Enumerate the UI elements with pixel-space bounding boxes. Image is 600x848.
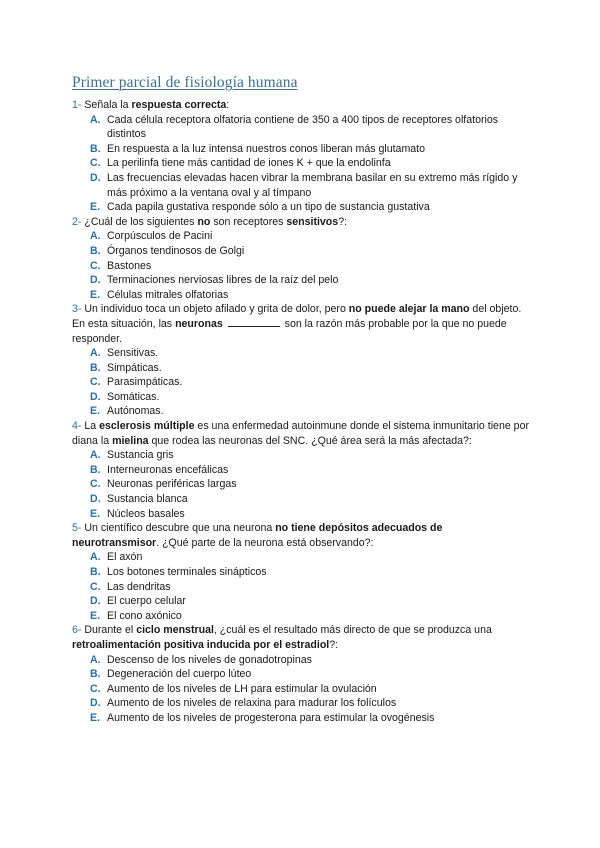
option-item xyxy=(90,682,530,697)
option-item xyxy=(90,361,530,376)
option-item xyxy=(90,142,530,157)
option-item xyxy=(90,156,530,171)
option-letter: C. xyxy=(90,580,101,593)
option-letter: B. xyxy=(90,668,101,681)
option-text: Cada papila gustativa responde sólo a un tipo de sustancia gustativa xyxy=(107,201,430,214)
option-letter: C. xyxy=(90,259,101,272)
option-text: En respuesta a la luz intensa nuestros conos liberan más glutamato xyxy=(107,142,425,155)
emphasis-text: no xyxy=(197,215,211,228)
option-text: El cuerpo celular xyxy=(107,595,186,608)
option-text: Núcleos basales xyxy=(107,507,185,520)
option-letter: E. xyxy=(90,609,101,622)
stem-text: son la razón más probable por la que no puede responder. xyxy=(72,317,507,345)
option-item xyxy=(90,346,530,361)
option-letter: A. xyxy=(90,230,101,243)
option-letter: B. xyxy=(90,142,101,155)
option-item xyxy=(90,463,530,478)
option-item xyxy=(90,550,530,565)
option-text: Sustancia gris xyxy=(107,449,174,462)
option-letter: A. xyxy=(90,449,101,462)
emphasis-text: neuronas xyxy=(175,317,223,330)
stem-text: Señala la xyxy=(81,99,132,111)
option-text: Cada célula receptora olfatoria contiene de 350 a 400 tipos de receptores olfatorios distintos xyxy=(107,113,499,141)
option-letter: C. xyxy=(90,157,101,170)
question-1 xyxy=(72,98,530,215)
option-text: Parasimpáticas. xyxy=(107,376,183,389)
option-letter: D. xyxy=(90,493,101,506)
option-item xyxy=(90,448,530,463)
option-letter: D. xyxy=(90,390,101,403)
option-letter: A. xyxy=(90,653,101,666)
stem-text: La xyxy=(81,420,100,433)
option-text: Bastones xyxy=(107,259,152,272)
question-number: 1- xyxy=(72,99,82,111)
option-text: Los botones terminales sinápticos xyxy=(107,566,267,578)
option-letter: B. xyxy=(90,463,101,476)
question-stem xyxy=(72,98,530,113)
option-item xyxy=(90,404,530,419)
question-2 xyxy=(72,215,530,303)
option-item xyxy=(90,667,530,682)
question-stem xyxy=(72,623,530,652)
option-text: Descenso de los niveles de gonadotropinas xyxy=(107,653,312,666)
option-letter: C. xyxy=(90,478,101,491)
option-item xyxy=(90,711,530,726)
option-item xyxy=(90,477,530,492)
option-item xyxy=(90,273,530,288)
option-text: Órganos tendinosos de Golgi xyxy=(107,244,245,257)
stem-text: es una enfermedad autoinmune donde el sistema inmunitario tiene por diana la xyxy=(72,420,529,447)
option-list xyxy=(72,113,530,215)
option-letter: E. xyxy=(90,288,101,301)
emphasis-text: no puede alejar la mano xyxy=(348,303,470,316)
option-text: Sustancia blanca xyxy=(107,493,188,506)
option-text: Aumento de los niveles de progesterona para estimular la ovogénesis xyxy=(107,711,435,724)
emphasis-text: esclerosis múltiple xyxy=(99,420,195,433)
question-number: 4- xyxy=(72,420,82,433)
stem-text: , ¿cuál es el resultado más directo de que se produzca una xyxy=(213,624,492,637)
option-item xyxy=(90,171,530,200)
question-5 xyxy=(72,521,530,623)
emphasis-text: respuesta correcta xyxy=(131,99,227,111)
emphasis-text: sensitivos xyxy=(286,215,339,228)
option-letter: E. xyxy=(90,201,101,214)
option-text: Simpáticas. xyxy=(107,361,162,374)
option-letter: D. xyxy=(90,595,101,608)
emphasis-text: no tiene depósitos adecuados de neurotransmisor xyxy=(72,522,443,549)
exam-page xyxy=(72,74,530,726)
option-letter: D. xyxy=(90,274,101,287)
option-item xyxy=(90,653,530,668)
option-text: Sensitivas. xyxy=(107,347,159,360)
option-item xyxy=(90,200,530,215)
option-letter: C. xyxy=(90,376,101,389)
stem-text: . ¿Qué parte de la neurona está observando?: xyxy=(156,536,374,549)
question-number: 5- xyxy=(72,522,82,535)
option-item xyxy=(90,390,530,405)
option-item xyxy=(90,492,530,507)
option-item xyxy=(90,609,530,624)
option-text: Aumento de los niveles de relaxina para madurar los folículos xyxy=(107,697,397,710)
option-list xyxy=(72,448,530,521)
option-text: Autónomas. xyxy=(107,405,164,418)
option-letter: A. xyxy=(90,551,101,564)
option-text: Células mitrales olfatorias xyxy=(107,288,229,301)
option-item xyxy=(90,259,530,274)
option-text: Corpúsculos de Pacini xyxy=(107,230,213,243)
question-list xyxy=(72,98,530,726)
option-list xyxy=(72,550,530,623)
question-stem xyxy=(72,419,530,448)
option-letter: B. xyxy=(90,244,101,257)
stem-text: ¿Cuál de los siguientes xyxy=(81,215,198,228)
option-text: Las dendritas xyxy=(107,580,171,593)
question-number: 2- xyxy=(72,215,82,228)
question-stem xyxy=(72,521,530,550)
stem-text: del objeto. En esta situación, las xyxy=(72,303,522,330)
option-item xyxy=(90,113,530,142)
option-item xyxy=(90,696,530,711)
question-stem xyxy=(72,215,530,230)
option-text: Las frecuencias elevadas hacen vibrar la membrana basilar en su extremo más rígido y más próximo a la ventana oval y al tímpano xyxy=(107,171,518,199)
option-letter: E. xyxy=(90,405,101,418)
option-letter: A. xyxy=(90,347,101,360)
question-stem xyxy=(72,302,530,346)
option-item xyxy=(90,229,530,244)
option-item xyxy=(90,375,530,390)
question-number: 3- xyxy=(72,303,82,316)
stem-text: que rodea las neuronas del SNC. ¿Qué área será la más afectada?: xyxy=(148,434,472,447)
question-number: 6- xyxy=(72,624,82,637)
option-item xyxy=(90,565,530,580)
stem-text: ?: xyxy=(338,215,348,228)
option-list xyxy=(72,653,530,726)
option-letter: E. xyxy=(90,711,101,724)
option-list xyxy=(72,229,530,302)
question-3 xyxy=(72,302,530,419)
option-text: El axón xyxy=(107,551,143,564)
option-text: Degeneración del cuerpo lúteo xyxy=(107,668,252,681)
stem-text: Un individuo toca un objeto afilado y grita de dolor, pero xyxy=(81,303,349,316)
option-text: Somáticas. xyxy=(107,390,160,403)
stem-text: ?: xyxy=(329,638,339,651)
stem-text: Un científico descubre que una neurona xyxy=(81,522,276,535)
emphasis-text: ciclo menstrual xyxy=(136,624,214,637)
question-6 xyxy=(72,623,530,725)
emphasis-text: mielina xyxy=(112,434,149,447)
option-item xyxy=(90,288,530,303)
stem-text: : xyxy=(226,99,230,111)
option-item xyxy=(90,507,530,522)
question-4 xyxy=(72,419,530,521)
stem-text: son receptores xyxy=(210,215,287,228)
option-text: Aumento de los niveles de LH para estimular la ovulación xyxy=(107,682,377,695)
option-item xyxy=(90,580,530,595)
option-letter: D. xyxy=(90,171,101,184)
option-letter: E. xyxy=(90,507,101,520)
option-item xyxy=(90,594,530,609)
option-text: Interneuronas encefálicas xyxy=(107,463,229,476)
option-text: Terminaciones nerviosas libres de la raíz del pelo xyxy=(107,274,339,287)
option-letter: C. xyxy=(90,682,101,695)
option-text: Neuronas periféricas largas xyxy=(107,478,237,491)
page-title: Primer parcial de fisiología humana xyxy=(72,74,298,91)
stem-text: Durante el xyxy=(81,624,137,637)
option-list xyxy=(72,346,530,419)
emphasis-text: retroalimentación positiva inducida por el estradiol xyxy=(72,638,330,651)
option-letter: A. xyxy=(90,113,101,126)
option-letter: D. xyxy=(90,697,101,710)
fill-in-blank xyxy=(228,317,280,327)
option-item xyxy=(90,244,530,259)
option-letter: B. xyxy=(90,361,101,374)
option-letter: B. xyxy=(90,566,101,578)
option-text: El cono axónico xyxy=(107,609,182,622)
option-text: La perilinfa tiene más cantidad de iones K + que la endolinfa xyxy=(107,157,391,170)
